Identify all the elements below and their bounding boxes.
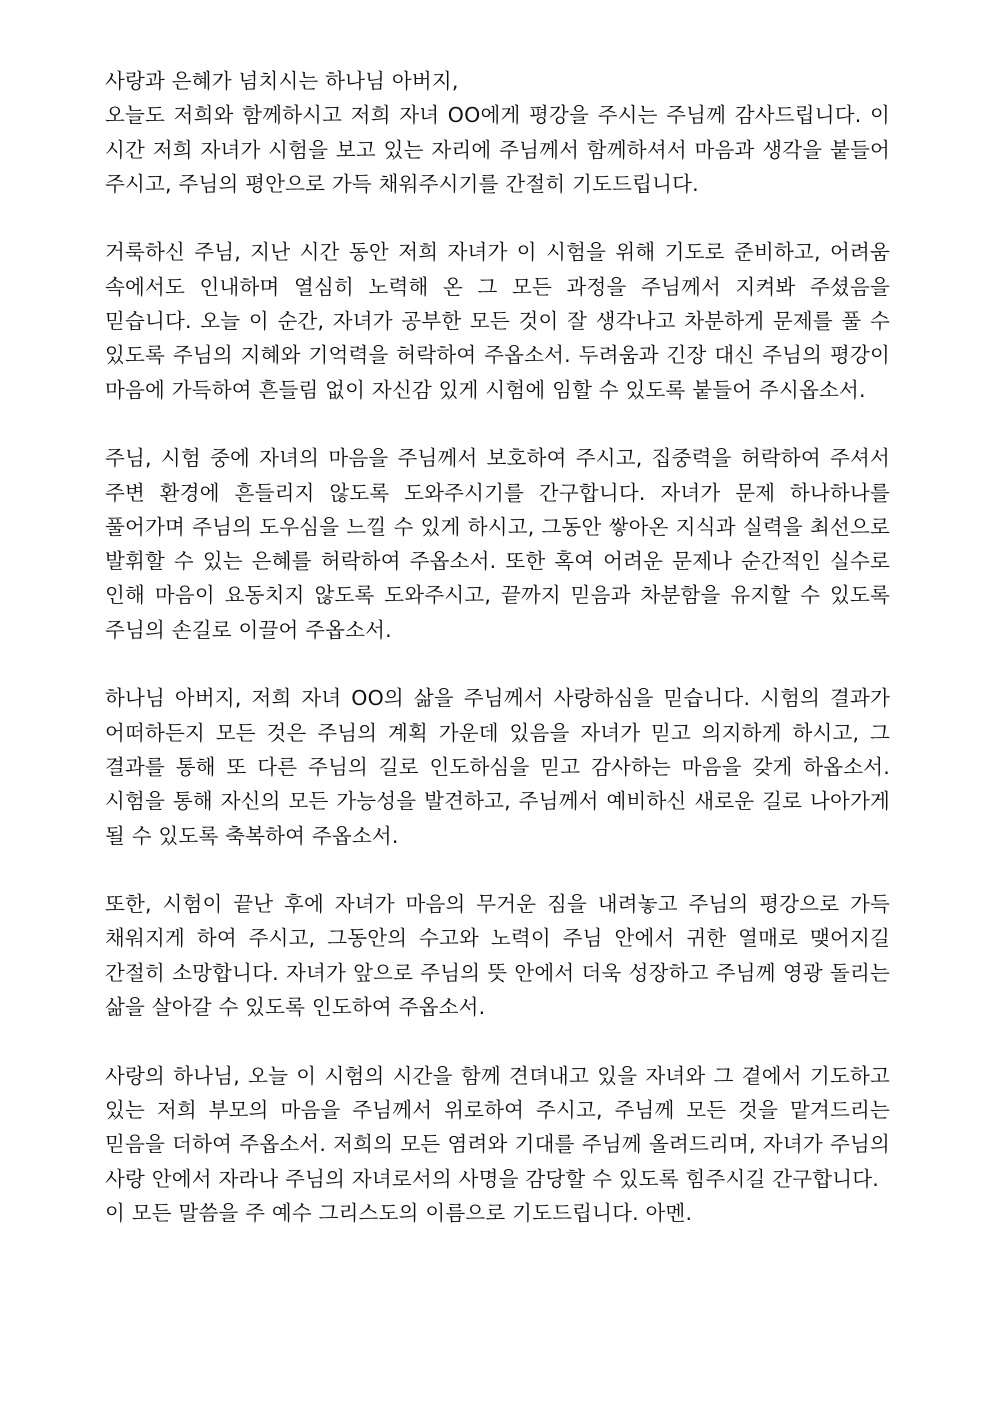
prayer-document (105, 64, 890, 1230)
paragraph-6: 사랑의 하나님, 오늘 이 시험의 시간을 함께 견뎌내고 있을 자녀와 그 곁에서 기도하고 있는 저희 부모의 마음을 주님께서 위로하여 주시고, 주님께 모든 것을 맡겨드리는 믿음을 더하여 주옵소서. 저희의 모든 염려와 기대를 주님께 올려드리며, 자녀가 주님의 사랑 안에서 자라나 주님의 자녀로서의 사명을 감당할 수 있도록 힘주시길 간구합니다. (105, 1063, 890, 1191)
paragraph-5: 또한, 시험이 끝난 후에 자녀가 마음의 무거운 짐을 내려놓고 주님의 평강으로 가득 채워지게 하여 주시고, 그동안의 수고와 노력이 주님 안에서 귀한 열매로 맺어지길 간절히 소망합니다. 자녀가 앞으로 주님의 뜻 안에서 더욱 성장하고 주님께 영광 돌리는 삶을 살아갈 수 있도록 인도하여 주옵소서. (105, 892, 890, 1020)
closing-line: 이 모든 말씀을 주 예수 그리스도의 이름으로 기도드립니다. 아멘. (105, 1200, 693, 1225)
paragraph-1: 오늘도 저희와 함께하시고 저희 자녀 OO에게 평강을 주시는 주님께 감사드립니다. 이 시간 저희 자녀가 시험을 보고 있는 자리에 주님께서 함께하셔서 마음과 생각을 붙들어 주시고, 주님의 평안으로 가득 채워주시기를 간절히 기도드립니다. (105, 103, 890, 196)
paragraph-2: 거룩하신 주님, 지난 시간 동안 저희 자녀가 이 시험을 위해 기도로 준비하고, 어려움 속에서도 인내하며 열심히 노력해 온 그 모든 과정을 주님께서 지켜봐 주셨음을 믿습니다. 오늘 이 순간, 자녀가 공부한 모든 것이 잘 생각나고 차분하게 문제를 풀 수 있도록 주님의 지혜와 기억력을 허락하여 주옵소서. 두려움과 긴장 대신 주님의 평강이 마음에 가득하여 흔들림 없이 자신감 있게 시험에 임할 수 있도록 붙들어 주시옵소서. (105, 240, 890, 402)
paragraph-4: 하나님 아버지, 저희 자녀 OO의 삶을 주님께서 사랑하심을 믿습니다. 시험의 결과가 어떠하든지 모든 것은 주님의 계획 가운데 있음을 자녀가 믿고 의지하게 하시고, 그 결과를 통해 또 다른 주님의 길로 인도하심을 믿고 감사하는 마음을 갖게 하옵소서. 시험을 통해 자신의 모든 가능성을 발견하고, 주님께서 예비하신 새로운 길로 나아가게 될 수 있도록 축복하여 주옵소서. (105, 686, 890, 848)
opening-line: 사랑과 은혜가 넘치시는 하나님 아버지, (105, 69, 459, 93)
paragraph-3: 주님, 시험 중에 자녀의 마음을 주님께서 보호하여 주시고, 집중력을 허락하여 주셔서 주변 환경에 흔들리지 않도록 도와주시기를 간구합니다. 자녀가 문제 하나하나를 풀어가며 주님의 도우심을 느낄 수 있게 하시고, 그동안 쌓아온 지식과 실력을 최선으로 발휘할 수 있는 은혜를 허락하여 주옵소서. 또한 혹여 어려운 문제나 순간적인 실수로 인해 마음이 요동치지 않도록 도와주시고, 끝까지 믿음과 차분함을 유지할 수 있도록 주님의 손길로 이끌어 주옵소서. (105, 446, 890, 642)
